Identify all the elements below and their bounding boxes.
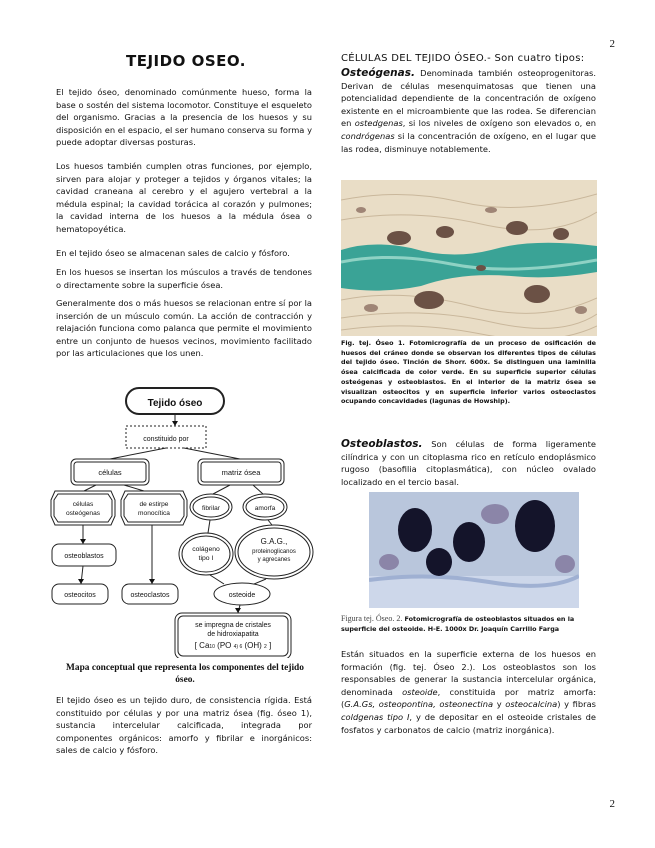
map-salts-l2: de hidroxiapatita bbox=[207, 631, 259, 638]
ossification-micrograph bbox=[341, 180, 597, 336]
map-root-label: Tejido óseo bbox=[147, 398, 203, 409]
storage-paragraph: En el tejido óseo se almacenan sales de calcio y fósforo. bbox=[56, 248, 290, 258]
figure-1-caption: Fig. tej. Óseo 1. Fotomicrografía de un proceso de osificación de huesos del cráneo donde se observan los diferentes tipos de células del tejido óseo. Tinción de Shorr. 600x. Se distinguen una laminilla ósea calcificada de color verde. En su superficie superior células osteógenas y osteoblastos. En el interior de la matriz ósea se visualizan osteocitos y en superficie inferior varios osteoclastos ocupando concavidades (lagunas de Howship). bbox=[341, 339, 596, 406]
cells-header-main: CÉLULAS DEL TEJIDO ÓSEO.- bbox=[341, 53, 491, 64]
map-monocytic-l1: de estirpe bbox=[139, 501, 169, 508]
map-collagen-l2: tipo I bbox=[198, 555, 214, 562]
map-salts-l1: se impregna de cristales bbox=[195, 622, 271, 629]
cells-section-header bbox=[341, 53, 596, 64]
definition-paragraph: El tejido óseo es un tejido duro, de consistencia rígida. Está constituido por células y por una matriz ósea (fig. óseo 1), sustancia intercelular calcificada, integrada por componentes orgánicos: amorfo y fibrilar e inorgánicos: sales de calcio y fósforo. bbox=[56, 695, 312, 756]
page-title: TEJIDO OSEO. bbox=[126, 52, 246, 70]
osteogenic-term: Osteógenas. bbox=[341, 67, 415, 79]
map-collagen-node bbox=[182, 536, 230, 572]
intro-paragraph: El tejido óseo, denominado comúnmente hueso, forma la base o sostén del sistema locomotor. Constituye el esqueleto del organismo. Gracias a la presencia de los huesos y su disposición en el espacio, el ser humano conserva su forma y puede adoptar diversas posturas. bbox=[56, 87, 312, 148]
map-osteogenic-node bbox=[54, 494, 112, 522]
map-gag-l3: y agrecanes bbox=[257, 557, 291, 563]
map-collagen-l1: colágeno bbox=[192, 546, 220, 553]
osteogenic-paragraph: Osteógenas. Denominada también osteoprogenitoras. Derivan de células mesenquimatosas que tienen una potencialidad dependiente de la concentración de oxígeno existente en el microambiente que las rodea. Se diferencian en ostedgenas, si los niveles de oxígeno son elevados o, en condrógenas si la concentración de oxígeno, en el lugar que las rodea, disminuye notablemente. bbox=[341, 67, 596, 154]
map-osteogenic-l1: células bbox=[72, 501, 94, 508]
map-monocytic-node bbox=[124, 494, 184, 522]
map-osteocytes-label: osteocitos bbox=[64, 592, 96, 599]
osteoblasts-term: Osteoblastos. bbox=[341, 438, 423, 450]
map-gag-l2: proteinoglicanos bbox=[252, 549, 296, 555]
map-gag-l1: G.A.G., bbox=[260, 537, 288, 546]
map-fibrilar-label: fibrilar bbox=[202, 505, 220, 512]
map-osteoclasts-label: osteoclastos bbox=[130, 592, 170, 599]
concept-map-caption: Mapa conceptual que representa los componentes del tejido óseo. bbox=[66, 663, 304, 685]
map-osteoid-label: osteoide bbox=[228, 592, 256, 599]
page-number-top: 2 bbox=[609, 38, 615, 50]
functions-paragraph: Los huesos también cumplen otras funciones, por ejemplo, sirven para alojar y proteger a tejidos y órganos vitales; la cavidad craneana al cerebro y el agujero vertebral a la médula espinal; la cavidad torácica al corazón y pulmones; la cavidad interna de los huesos a la médula ósea o hematopoyética. bbox=[56, 161, 312, 234]
map-osteoblasts-label: osteoblastos bbox=[64, 553, 104, 560]
lever-paragraph: Generalmente dos o más huesos se relacionan entre sí por la inserción de un músculo común. La acción de contracción y relajación funciona como palanca que permite el movimiento entre un conjunto de huesos vecinos, movimiento facilitado por las articulaciones que los unen. bbox=[56, 298, 312, 359]
osteoblasts-paragraph: Osteoblastos. Son células de forma ligeramente cilíndrica y con un citoplasma rico en retículo endoplásmico rugoso (basofilia citoplasmática), con núcleo ovalado localizado en el tercio basal. bbox=[341, 438, 596, 487]
map-cells-label: células bbox=[98, 468, 122, 477]
muscles-paragraph: En los huesos se insertan los músculos a través de tendones o directamente sobre la superficie ósea. bbox=[56, 267, 312, 290]
cells-header-tail: Son cuatro tipos: bbox=[491, 53, 585, 64]
map-monocytic-l2: monocítica bbox=[138, 510, 170, 517]
map-link-label: constituido por bbox=[143, 436, 189, 443]
concept-map bbox=[48, 382, 318, 658]
figure-2-caption: Figura tej. Óseo. 2. Fotomicrografía de osteoblastos situados en la superficie del osteoide. H-E. 1000x Dr. Joaquín Carrillo Farga bbox=[341, 614, 575, 633]
osteoblasts-micrograph bbox=[369, 492, 579, 608]
map-amorphous-label: amorfa bbox=[254, 505, 276, 512]
map-salts-formula: [ Ca10 (PO 4) 6 (OH) 2 ] bbox=[194, 641, 272, 650]
map-osteogenic-l2: osteógenas bbox=[65, 510, 101, 517]
osteoblast-function-paragraph: Están situados en la superficie externa de los huesos en formación (fig. tej. Óseo 2.). Los osteoblastos son los responsables de generar la sustancia intercelular orgánica, denominada osteoide, constituida por matriz amorfa: (G.A.Gs, osteopontina, osteonectina y osteocalcina) y fibras coldgenas tipo I, y de depositar en el osteoide cristales de fosfatos y carbonatos de calcio (matriz inorgánica). bbox=[341, 649, 596, 735]
map-matrix-label: matriz ósea bbox=[221, 468, 261, 477]
page-number-bottom: 2 bbox=[609, 798, 615, 810]
